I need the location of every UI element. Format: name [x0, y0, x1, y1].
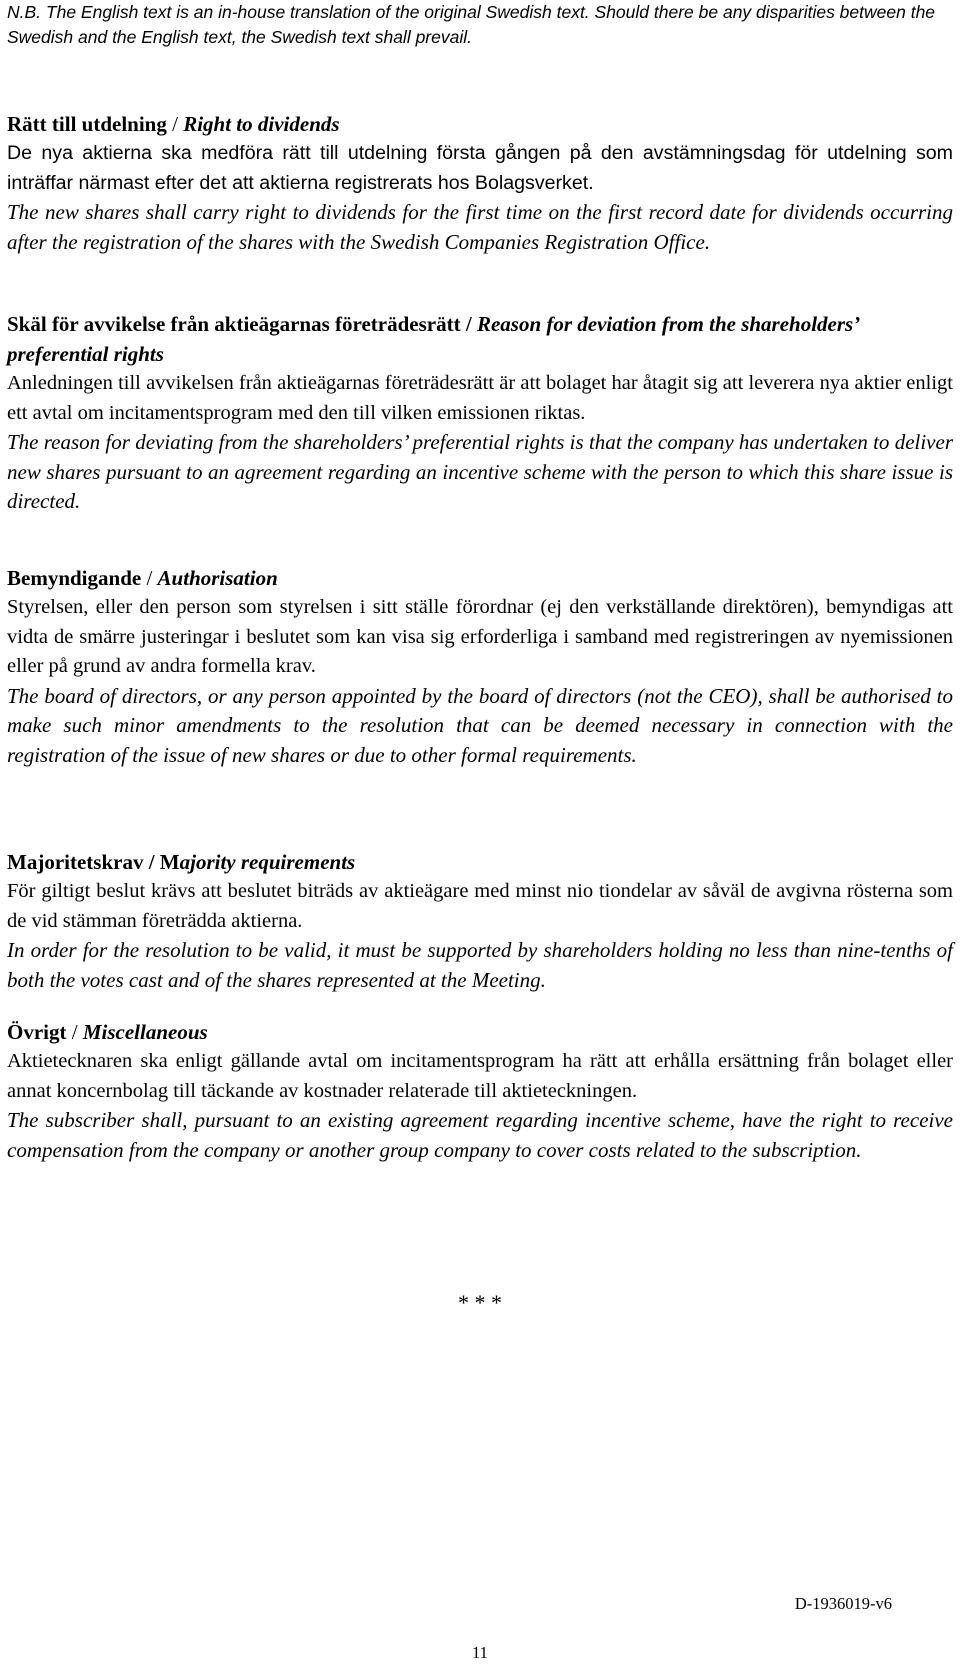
section-heading [7, 109, 953, 139]
heading-en: Reason for deviation from the shareholders’ preferential rights [7, 312, 859, 366]
section-miscellaneous [7, 1017, 953, 1165]
heading-separator: / [66, 1020, 83, 1044]
document-id: D-1936019-v6 [794, 1594, 892, 1613]
section-heading [7, 1017, 953, 1047]
swedish-text: Anledningen till avvikelsen från aktieägarnas företrädesrätt är att bolaget har åtagit sig att leverera nya aktier enligt ett avtal om incitamentsprogram med den till vilken emissionen riktas. [7, 372, 953, 424]
english-text: The board of directors, or any person appointed by the board of directors (not the CEO), shall be authorised to make such minor amendments to the resolution that can be deemed necessary in connection with the registration of the issue of new shares or due to other formal requirements. [7, 683, 953, 767]
heading-en: Right to dividends [183, 112, 340, 136]
heading-en: ajority requirements [179, 850, 356, 874]
swedish-text: Aktietecknaren ska enligt gällande avtal om incitamentsprogram ha rätt att erhålla ersättning från bolaget eller annat koncernbolag till täckande av kostnader relaterade till aktieteckningen. [7, 1050, 953, 1102]
end-of-section-mark: * * * [458, 1290, 502, 1315]
section-reason-for-deviation [7, 309, 953, 517]
english-text: In order for the resolution to be valid, it must be supported by shareholders holding no less than nine-tenths of both the votes cast and of the shares represented at the Meeting. [7, 938, 953, 992]
section-heading [7, 309, 953, 369]
heading-separator: / [166, 112, 184, 136]
section-heading [7, 563, 953, 593]
heading-en: Authorisation [157, 566, 278, 590]
english-text: The new shares shall carry right to dividends for the first time on the first record date for dividends occurring after the registration of the shares with the Swedish Companies Registration Office. [7, 200, 953, 254]
english-text: The reason for deviating from the shareholders’ preferential rights is that the company has undertaken to deliver new shares pursuant to an agreement regarding an incentive scheme with the person to which this share issue is directed. [7, 430, 953, 513]
heading-en: Miscellaneous [82, 1020, 208, 1044]
page-number: 11 [472, 1643, 488, 1662]
heading-sv: Rätt till utdelning [7, 112, 167, 136]
heading-separator: / [460, 312, 477, 336]
heading-sv: Bemyndigande [7, 566, 142, 590]
swedish-text: De nya aktierna ska medföra rätt till utdelning första gången på den avstämningsdag för utdelning som inträffar närmast efter det att aktierna registrerats hos Bolagsverket. [7, 142, 953, 194]
section-right-to-dividends [7, 109, 953, 257]
section-heading [7, 847, 953, 877]
heading-sv: Övrigt [7, 1020, 67, 1044]
swedish-text: Styrelsen, eller den person som styrelsen i sitt ställe förordnar (ej den verkställande direktören), bemyndigas att vidta de smärre justeringar i beslutet som kan visa sig erforderliga i samband med registreringen av nyemissionen eller på grund av andra formella krav. [7, 596, 953, 677]
heading-separator: / M [143, 850, 180, 874]
section-authorisation [7, 563, 953, 770]
translation-note: N.B. The English text is an in-house translation of the original Swedish text. Should there be any disparities between the Swedish and the English text, the Swedish text shall prevail. [7, 2, 936, 47]
english-text: The subscriber shall, pursuant to an existing agreement regarding incentive scheme, have the right to receive compensation from the company or another group company to cover costs related to the subscription. [7, 1108, 953, 1162]
heading-sv: Skäl för avvikelse från aktieägarnas företrädesrätt [7, 312, 461, 336]
swedish-text: För giltigt beslut krävs att beslutet biträds av aktieägare med minst nio tiondelar av såväl de avgivna rösterna som de vid stämman företrädda aktierna. [7, 880, 953, 932]
section-majority-requirements [7, 847, 953, 995]
heading-separator: / [141, 566, 158, 590]
heading-sv: Majoritetskrav [7, 850, 144, 874]
